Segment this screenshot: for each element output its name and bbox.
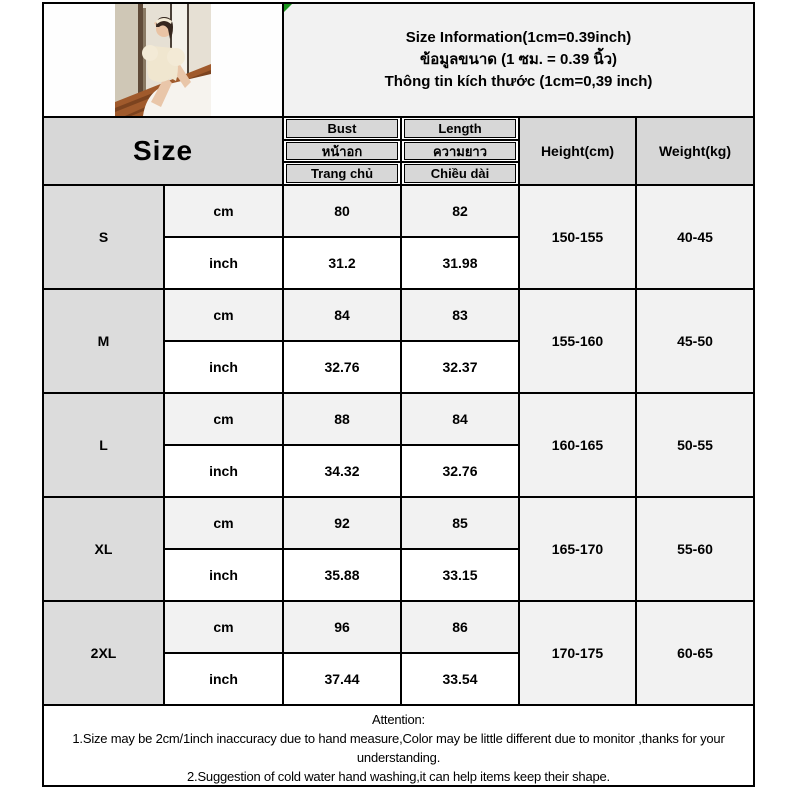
size-info-title-th: ข้อมูลขนาด (1 ซม. = 0.39 นิ้ว): [419, 51, 618, 68]
length-header-en-cell: [402, 118, 518, 139]
size-label-L: L: [44, 394, 163, 496]
size-label-S: S: [44, 186, 163, 288]
size-column-header: Size: [44, 118, 282, 184]
bust-inch-S: 31.2: [284, 238, 400, 288]
length-header-vi: Chiều dài: [404, 164, 516, 183]
bust-cm-L: 88: [284, 394, 400, 444]
height-range-L: 160-165: [520, 394, 635, 496]
height-column-header: Height(cm): [520, 118, 635, 184]
bust-cm-XL: 92: [284, 498, 400, 548]
bust-header-th: หน้าอก: [286, 142, 398, 160]
bust-inch-L: 34.32: [284, 446, 400, 496]
bust-cm-S: 80: [284, 186, 400, 236]
bust-inch-XL: 35.88: [284, 550, 400, 600]
unit-inch-L: inch: [165, 446, 282, 496]
unit-inch-2XL: inch: [165, 654, 282, 704]
attention-line-1: 1.Size may be 2cm/1inch inaccuracy due to hand measure,Color may be little different due to monitor ,thanks for your understanding.: [72, 731, 725, 765]
length-inch-XL: 33.15: [402, 550, 518, 600]
length-inch-2XL: 33.54: [402, 654, 518, 704]
weight-column-header: Weight(kg): [637, 118, 753, 184]
height-range-S: 150-155: [520, 186, 635, 288]
length-cm-M: 83: [402, 290, 518, 340]
length-inch-L: 32.76: [402, 446, 518, 496]
bust-header-th-cell: [284, 141, 400, 161]
weight-range-2XL: 60-65: [637, 602, 753, 704]
length-cm-S: 82: [402, 186, 518, 236]
size-info-title-en: Size Information(1cm=0.39inch): [405, 29, 632, 46]
bust-header-vi: Trang chủ: [286, 164, 398, 183]
size-label-M: M: [44, 290, 163, 392]
unit-cm-S: cm: [165, 186, 282, 236]
size-label-XL: XL: [44, 498, 163, 600]
weight-range-S: 40-45: [637, 186, 753, 288]
height-range-2XL: 170-175: [520, 602, 635, 704]
bust-inch-2XL: 37.44: [284, 654, 400, 704]
unit-inch-M: inch: [165, 342, 282, 392]
attention-title: Attention:: [372, 712, 425, 727]
attention-line-2: 2.Suggestion of cold water hand washing,it can help items keep their shape.: [187, 769, 610, 784]
size-info-title-vi: Thông tin kích thước (1cm=0,39 inch): [384, 73, 653, 90]
bust-header-vi-cell: [284, 163, 400, 184]
bust-header-en: Bust: [286, 119, 398, 138]
bust-header-en-cell: [284, 118, 400, 139]
unit-inch-XL: inch: [165, 550, 282, 600]
weight-range-XL: 55-60: [637, 498, 753, 600]
length-cm-XL: 85: [402, 498, 518, 548]
product-photo: [115, 4, 211, 116]
product-photo-cell: [44, 4, 282, 116]
unit-cm-2XL: cm: [165, 602, 282, 652]
height-range-M: 155-160: [520, 290, 635, 392]
length-inch-M: 32.37: [402, 342, 518, 392]
weight-range-M: 45-50: [637, 290, 753, 392]
size-chart-table: [42, 2, 755, 787]
length-inch-S: 31.98: [402, 238, 518, 288]
length-header-th-cell: [402, 141, 518, 161]
bust-cm-2XL: 96: [284, 602, 400, 652]
comment-marker-icon: [284, 4, 292, 12]
bust-cm-M: 84: [284, 290, 400, 340]
unit-cm-M: cm: [165, 290, 282, 340]
length-header-en: Length: [404, 119, 516, 138]
weight-range-L: 50-55: [637, 394, 753, 496]
size-info-header: [284, 4, 753, 116]
unit-inch-S: inch: [165, 238, 282, 288]
unit-cm-XL: cm: [165, 498, 282, 548]
length-cm-2XL: 86: [402, 602, 518, 652]
length-cm-L: 84: [402, 394, 518, 444]
attention-note: [44, 706, 753, 785]
height-range-XL: 165-170: [520, 498, 635, 600]
bust-inch-M: 32.76: [284, 342, 400, 392]
unit-cm-L: cm: [165, 394, 282, 444]
size-label-2XL: 2XL: [44, 602, 163, 704]
length-header-vi-cell: [402, 163, 518, 184]
length-header-th: ความยาว: [404, 142, 516, 160]
